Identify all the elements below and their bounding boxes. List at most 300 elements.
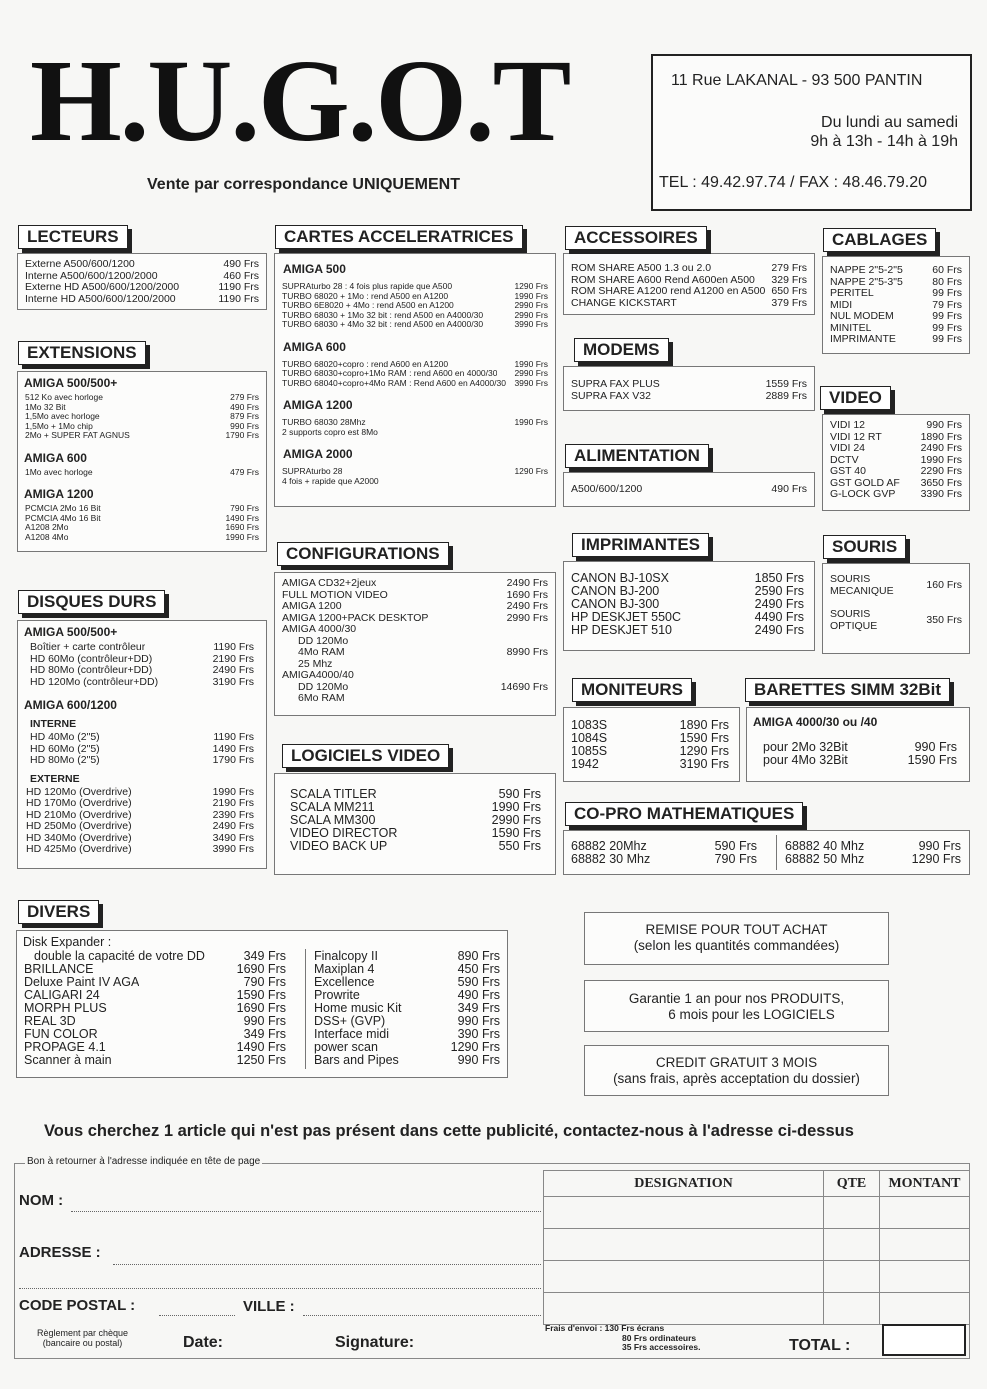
list-item — [823, 420, 969, 432]
table-row[interactable] — [544, 1293, 970, 1325]
item-price: 4490 Frs — [754, 610, 804, 624]
item-price: 2990 Frs — [514, 309, 548, 320]
section-title-disques: DISQUES DURS — [18, 590, 165, 614]
item-name: NUL MODEM — [830, 311, 894, 322]
disques-box — [17, 620, 267, 869]
list-item — [823, 288, 969, 300]
tel-fax: TEL : 49.42.97.74 / FAX : 48.46.79.20 — [659, 174, 928, 191]
item-name: A500/600/1200 — [571, 484, 643, 495]
item-price: 2590 Frs — [754, 584, 804, 598]
item-name: 6Mo RAM — [298, 693, 345, 704]
item-name: GST 40 — [830, 466, 866, 477]
section-title-copro: CO-PRO MATHEMATIQUES — [565, 802, 803, 826]
subgroup-title: EXTERNE — [30, 772, 80, 785]
item-price: 879 Frs — [230, 411, 259, 421]
form-legend: Bon à retourner à l'adresse indiquée en tête de page — [27, 1156, 261, 1167]
item-name: FUN COLOR — [24, 1028, 98, 1041]
hours-days: Du lundi au samedi — [821, 114, 958, 131]
list-item — [307, 1054, 507, 1067]
item-price: 99 Frs — [932, 333, 962, 345]
item-name: SUPRAturbo 28 — [282, 467, 343, 476]
list-item — [18, 294, 266, 306]
list-item — [778, 853, 968, 866]
item-name: pour 2Mo 32Bit — [763, 741, 848, 754]
item-name: PCMCIA 2Mo 16 Bit — [25, 504, 101, 513]
item-price: 3490 Frs — [212, 831, 254, 844]
order-form — [14, 1156, 970, 1359]
remise-line1: REMISE POUR TOUT ACHAT — [645, 922, 828, 937]
item-price: 1250 Frs — [236, 1053, 286, 1067]
item-price: 1559 Frs — [765, 378, 807, 390]
item-price: 1890 Frs — [679, 718, 729, 732]
item-name: CALIGARI 24 — [24, 989, 100, 1002]
item-name: Scanner à main — [24, 1054, 112, 1067]
item-name: FULL MOTION VIDEO — [282, 589, 388, 601]
item-price: 279 Frs — [230, 392, 259, 402]
item-name: 68882 40 Mhz — [785, 840, 865, 853]
list-item — [283, 840, 555, 853]
item-price: 990 Frs — [914, 740, 957, 754]
item-name-line1: SOURIS — [830, 573, 871, 585]
item-name: A1208 4Mo — [25, 532, 69, 542]
signature-label: Signature: — [335, 1334, 415, 1351]
list-item — [18, 821, 266, 833]
item-price: 1190 Frs — [218, 292, 259, 305]
moniteurs-box — [563, 707, 740, 782]
group-title: AMIGA 1200 — [24, 487, 94, 501]
item-price: 990 Frs — [230, 420, 259, 431]
item-name: AMIGA4000/40 — [282, 670, 354, 681]
item-price: 329 Frs — [771, 273, 807, 286]
list-item — [275, 670, 555, 682]
item-name-line2: MECANIQUE — [830, 584, 894, 597]
item-name: CHANGE KICKSTART — [571, 297, 677, 309]
group-title: AMIGA 500/500+ — [24, 376, 118, 390]
section-title-imprimantes: IMPRIMANTES — [572, 533, 709, 557]
item-name: 4Mo RAM — [298, 647, 345, 658]
item-name: HD 250Mo (Overdrive) — [26, 821, 132, 832]
list-item — [17, 1054, 293, 1067]
group-title: AMIGA 600/1200 — [24, 698, 117, 712]
item-name: HD 80Mo (2"5) — [30, 755, 100, 766]
list-item — [275, 578, 555, 590]
item-name: Externe HD A500/600/1200/2000 — [25, 282, 180, 293]
cablages-box — [822, 256, 970, 354]
credit-box — [584, 1045, 889, 1096]
item-price: 2490 Frs — [920, 442, 962, 454]
item-price: 1690 Frs — [236, 962, 286, 976]
item-name: 1083S — [571, 719, 608, 732]
section-title-souris: SOURIS — [823, 535, 906, 559]
item-name-line2: OPTIQUE — [830, 619, 878, 632]
item-price: 79 Frs — [932, 298, 962, 311]
item-name: 1084S — [571, 732, 608, 745]
col-designation: DESIGNATION — [544, 1171, 824, 1197]
item-name: REAL 3D — [24, 1015, 76, 1028]
address: 11 Rue LAKANAL - 93 500 PANTIN — [671, 72, 923, 89]
brand-logo: H.U.G.O.T — [30, 35, 570, 166]
item-price: 990 Frs — [457, 1053, 500, 1067]
item-price: 60 Frs — [932, 264, 962, 276]
section-title-accessoires: ACCESSOIRES — [565, 226, 707, 250]
item-name: GST GOLD AF — [830, 477, 900, 489]
item-name: 1,5Mo + 1Mo chip — [25, 421, 93, 431]
item-name: MORPH PLUS — [24, 1002, 107, 1015]
item-price: 890 Frs — [457, 949, 500, 963]
item-name: HD 340Mo (Overdrive) — [26, 832, 132, 844]
item-name: Maxiplan 4 — [314, 963, 375, 976]
item-name: 2 supports copro est 8Mo — [282, 427, 378, 437]
item-name: VIDEO DIRECTOR — [290, 827, 398, 840]
item-price: 3390 Frs — [920, 488, 962, 500]
item-price: 3990 Frs — [514, 319, 548, 329]
item-name: VIDI 12 RT — [830, 431, 882, 443]
item-price: 450 Frs — [457, 962, 500, 976]
item-price: 3990 Frs — [212, 843, 254, 855]
ville-label: VILLE : — [243, 1298, 295, 1315]
item-name: CANON BJ-10SX — [571, 572, 669, 585]
table-row[interactable] — [544, 1261, 970, 1293]
list-item — [18, 468, 266, 478]
credit-line2: (sans frais, après acceptation du dossier) — [613, 1071, 860, 1086]
subgroup-title: INTERNE — [30, 718, 77, 730]
group-title: AMIGA 600 — [283, 339, 346, 354]
list-item — [18, 393, 266, 403]
item-price: 3650 Frs — [920, 476, 962, 489]
list-item — [747, 754, 969, 767]
list-item — [564, 263, 814, 275]
item-price: 1590 Frs — [491, 826, 541, 840]
list-item — [564, 298, 814, 310]
list-item — [275, 320, 555, 330]
item-price: 1990 Frs — [514, 358, 548, 369]
item-price: 8990 Frs — [506, 646, 548, 658]
list-item — [275, 292, 555, 302]
item-price: 1590 Frs — [907, 753, 957, 767]
item-price: 550 Frs — [498, 839, 541, 853]
order-table — [543, 1170, 970, 1325]
item-name: PCMCIA 4Mo 16 Bit — [25, 513, 101, 523]
frais-envoi — [545, 1324, 700, 1353]
item-name: 68882 30 Mhz — [571, 853, 651, 866]
date-label: Date: — [183, 1334, 224, 1351]
item-name: 2Mo + SUPER FAT AGNUS — [25, 431, 130, 440]
item-name: HD 120Mo (contrôleur+DD) — [30, 676, 159, 688]
list-item — [275, 682, 555, 694]
list-item — [275, 613, 555, 625]
item-price: 590 Frs — [498, 787, 541, 801]
item-price: 80 Frs — [932, 275, 962, 288]
item-name: TURBO 68020+copro : rend A600 en A1200 — [282, 359, 449, 369]
item-price: 99 Frs — [932, 310, 962, 322]
item-name: HP DESKJET 510 — [571, 624, 672, 637]
list-item — [18, 533, 266, 543]
item-price: 390 Frs — [457, 1027, 500, 1041]
list-item — [823, 334, 969, 346]
tagline: Vente par correspondance UNIQUEMENT — [147, 176, 460, 193]
item-price: 1990 Frs — [920, 453, 962, 466]
item-name: 4 fois + rapide que A2000 — [282, 476, 379, 486]
item-name: 1942 — [571, 758, 599, 771]
item-name: power scan — [314, 1041, 378, 1054]
barettes-box — [746, 707, 970, 782]
item-price: 790 Frs — [714, 852, 757, 866]
item-price: 349 Frs — [243, 1027, 286, 1041]
item-price: 2490 Frs — [754, 597, 804, 611]
item-name: SUPRA FAX PLUS — [571, 379, 660, 390]
item-price: 1890 Frs — [920, 430, 962, 443]
list-item — [564, 391, 814, 403]
list-item — [275, 369, 555, 379]
list-item — [18, 677, 266, 689]
item-name: AMIGA CD32+2jeux — [282, 578, 377, 589]
item-name: 1085S — [571, 745, 608, 758]
list-item — [18, 642, 266, 654]
item-name: AMIGA 1200 — [282, 601, 342, 612]
list-item — [275, 418, 555, 428]
list-item — [275, 360, 555, 370]
item-price: 2889 Frs — [765, 389, 807, 402]
list-item — [18, 798, 266, 810]
item-price: 1790 Frs — [212, 754, 254, 766]
video-box — [822, 414, 970, 511]
list-item — [18, 755, 266, 767]
item-name: DCTV — [830, 454, 859, 466]
item-name: HD 170Mo (Overdrive) — [26, 798, 132, 809]
reglement-line1: Règlement par chèque — [37, 1328, 129, 1338]
item-price: 2490 Frs — [506, 577, 548, 589]
list-item — [275, 467, 555, 477]
list-item — [18, 282, 266, 294]
item-price: 1990 Frs — [514, 417, 548, 427]
item-name: HD 40Mo (2"5) — [30, 732, 100, 743]
item-name: NAPPE 2"5-3"5 — [830, 276, 903, 288]
item-price: 1490 Frs — [225, 512, 259, 523]
reglement-line2: (bancaire ou postal) — [42, 1338, 123, 1348]
item-name: CANON BJ-200 — [571, 585, 660, 598]
list-item — [564, 758, 739, 771]
item-name: HD 425Mo (Overdrive) — [26, 844, 132, 855]
item-name: Prowrite — [314, 989, 360, 1002]
item-name: Finalcopy II — [314, 950, 378, 963]
item-name — [830, 574, 894, 597]
list-item — [564, 286, 814, 298]
item-price: 490 Frs — [230, 401, 259, 412]
list-item — [18, 844, 266, 856]
item-name: Interne HD A500/600/1200/2000 — [25, 293, 176, 305]
item-name: 68882 20Mhz — [571, 840, 647, 853]
item-price: 2490 Frs — [212, 664, 254, 676]
remise-line2: (selon les quantités commandées) — [633, 938, 840, 953]
list-item — [275, 601, 555, 613]
list-item — [823, 466, 969, 478]
section-title-cablages: CABLAGES — [823, 228, 936, 252]
item-name: IMPRIMANTE — [830, 334, 896, 345]
item-name: SUPRAturbo 28 : 4 fois plus rapide que A500 — [282, 282, 453, 291]
section-title-extensions: EXTENSIONS — [18, 341, 146, 365]
item-name: pour 4Mo 32Bit — [763, 754, 848, 767]
item-price: 1690 Frs — [236, 1001, 286, 1015]
section-title-alimentation: ALIMENTATION — [565, 444, 709, 468]
list-item — [823, 443, 969, 455]
item-price: 1990 Frs — [225, 531, 259, 542]
list-item — [18, 412, 266, 422]
item-price: 2490 Frs — [754, 623, 804, 637]
item-price: 2990 Frs — [506, 611, 548, 624]
item-price: 1990 Frs — [514, 290, 548, 301]
item-price: 1850 Frs — [754, 571, 804, 585]
item-name: Home music Kit — [314, 1002, 402, 1015]
item-price: 790 Frs — [243, 975, 286, 989]
item-price: 490 Frs — [223, 258, 259, 270]
item-price: 379 Frs — [771, 296, 807, 309]
list-item — [823, 489, 969, 501]
contact-note: Vous cherchez 1 article qui n'est pas présent dans cette publicité, contactez-nous à l'adresse ci-dessus — [44, 1122, 854, 1140]
garantie-line2: 6 mois pour les LOGICIELS — [668, 1007, 835, 1022]
item-price: 3190 Frs — [679, 757, 729, 771]
list-item — [275, 311, 555, 321]
item-name: VIDI 24 — [830, 443, 866, 454]
item-price: 2490 Frs — [506, 600, 548, 612]
divers-box — [16, 930, 508, 1078]
item-price: 1490 Frs — [212, 742, 254, 755]
item-name: DSS+ (GVP) — [314, 1015, 386, 1028]
group-title: AMIGA 1200 — [283, 398, 353, 412]
item-price: 2390 Frs — [212, 808, 254, 821]
group-title: AMIGA 500 — [283, 262, 346, 276]
list-item — [275, 647, 555, 659]
item-name: G-LOCK GVP — [830, 489, 896, 500]
logiciels-box — [274, 773, 556, 875]
list-item — [275, 659, 555, 671]
item-name: TURBO 68030 + 4Mo 32 bit : rend A500 en A4000/30 — [282, 320, 484, 329]
list-item — [275, 477, 555, 487]
table-row[interactable] — [544, 1229, 970, 1261]
garantie-box — [584, 980, 889, 1032]
item-name: ROM SHARE A1200 rend A1200 en A500 — [571, 286, 766, 297]
item-name: Bars and Pipes — [314, 1054, 399, 1067]
item-name: Deluxe Paint IV AGA — [24, 976, 140, 989]
item-price: 2990 Frs — [514, 368, 548, 378]
item-name: HD 120Mo (Overdrive) — [26, 786, 132, 798]
item-name: TURBO 68040+copro+4Mo RAM : Rend A600 en A4000/30 — [282, 378, 506, 388]
nom-field[interactable] — [71, 1211, 541, 1212]
section-title-logiciels: LOGICIELS VIDEO — [282, 744, 449, 768]
section-title-configurations: CONFIGURATIONS — [277, 542, 449, 566]
list-item — [564, 484, 814, 496]
adresse-label: ADRESSE : — [19, 1244, 101, 1261]
list-item — [18, 431, 266, 441]
cartes-box — [274, 253, 556, 507]
item-price: 1190 Frs — [213, 731, 254, 743]
item-price: 1190 Frs — [213, 641, 254, 653]
item-name: TURBO 68030 + 1Mo 32 bit : rend A500 en A4000/30 — [282, 310, 484, 320]
item-price: 1590 Frs — [236, 988, 286, 1002]
item-name: AMIGA 1200+PACK DESKTOP — [282, 612, 429, 624]
table-row[interactable] — [544, 1197, 970, 1229]
item-name: 25 Mhz — [298, 658, 333, 670]
group-title: AMIGA 600 — [24, 450, 87, 465]
cp-label: CODE POSTAL : — [19, 1297, 136, 1314]
item-name: TURBO 68020 + 1Mo : rend A500 en A1200 — [282, 291, 449, 301]
list-item — [18, 665, 266, 677]
section-title-moniteurs: MONITEURS — [572, 678, 692, 702]
garantie-line1: Garantie 1 an pour nos PRODUITS, — [628, 991, 845, 1006]
item-price: 490 Frs — [771, 483, 807, 495]
item-price: 2190 Frs — [212, 652, 254, 665]
total-label: TOTAL : — [789, 1337, 851, 1354]
item-name: SCALA MM300 — [290, 814, 376, 827]
item-price: 99 Frs — [932, 287, 962, 299]
section-title-divers: DIVERS — [18, 900, 99, 924]
adresse-field[interactable] — [113, 1264, 541, 1265]
item-price: 1290 Frs — [514, 466, 548, 476]
list-item — [275, 693, 555, 705]
item-price: 279 Frs — [771, 262, 807, 274]
list-item — [823, 311, 969, 323]
item-name: ROM SHARE A500 1.3 ou 2.0 — [571, 263, 712, 274]
item-price: 590 Frs — [457, 975, 500, 989]
remise-box — [584, 912, 889, 965]
item-name: HP DESKJET 550C — [571, 611, 682, 624]
item-price: 2990 Frs — [491, 813, 541, 827]
total-field[interactable] — [882, 1324, 966, 1356]
divers-heading: Disk Expander : — [23, 935, 112, 949]
item-name: HD 80Mo (contrôleur+DD) — [30, 665, 153, 676]
item-price: 590 Frs — [714, 839, 757, 853]
item-price: 650 Frs — [771, 285, 807, 297]
item-price: 349 Frs — [243, 949, 286, 963]
adresse-field-2[interactable] — [19, 1288, 541, 1289]
configurations-box — [274, 572, 556, 716]
ville-field[interactable] — [303, 1315, 541, 1316]
item-price: 3990 Frs — [514, 377, 548, 388]
modems-box — [563, 366, 815, 411]
lecteurs-box — [17, 253, 267, 310]
section-title-barettes: BARETTES SIMM 32Bit — [745, 678, 950, 702]
item-name: VIDI 12 — [830, 420, 866, 431]
item-price: 1990 Frs — [212, 785, 254, 798]
item-name: Excellence — [314, 976, 375, 989]
extensions-box — [17, 371, 267, 552]
item-price: 1990 Frs — [491, 800, 541, 814]
item-name: MIDI — [830, 299, 853, 311]
imprimantes-box — [563, 561, 815, 651]
cp-field[interactable] — [159, 1315, 235, 1316]
list-item — [564, 379, 814, 391]
item-price: 490 Frs — [457, 988, 500, 1002]
item-price: 1690 Frs — [506, 588, 548, 601]
item-name: DD 120Mo — [298, 681, 349, 693]
section-title-cartes: CARTES ACCELERATRICES — [275, 225, 523, 249]
item-name: AMIGA 4000/30 — [282, 624, 357, 635]
divers-divider — [305, 949, 306, 1069]
list-item — [823, 574, 969, 597]
item-name-line1: SOURIS — [830, 608, 871, 620]
section-title-modems: MODEMS — [574, 338, 669, 362]
item-name: 1Mo avec horloge — [25, 467, 93, 477]
group-title: AMIGA 4000/30 ou /40 — [753, 715, 878, 729]
item-name: A1208 2Mo — [25, 523, 69, 532]
col-qte: QTE — [824, 1171, 880, 1197]
item-price: 1690 Frs — [225, 522, 259, 532]
item-price: 1590 Frs — [679, 731, 729, 745]
list-item — [275, 379, 555, 389]
item-name: Interface midi — [314, 1028, 390, 1041]
item-name: MINITEL — [830, 322, 872, 334]
item-price: 2490 Frs — [212, 820, 254, 832]
item-price: 1190 Frs — [218, 281, 259, 293]
